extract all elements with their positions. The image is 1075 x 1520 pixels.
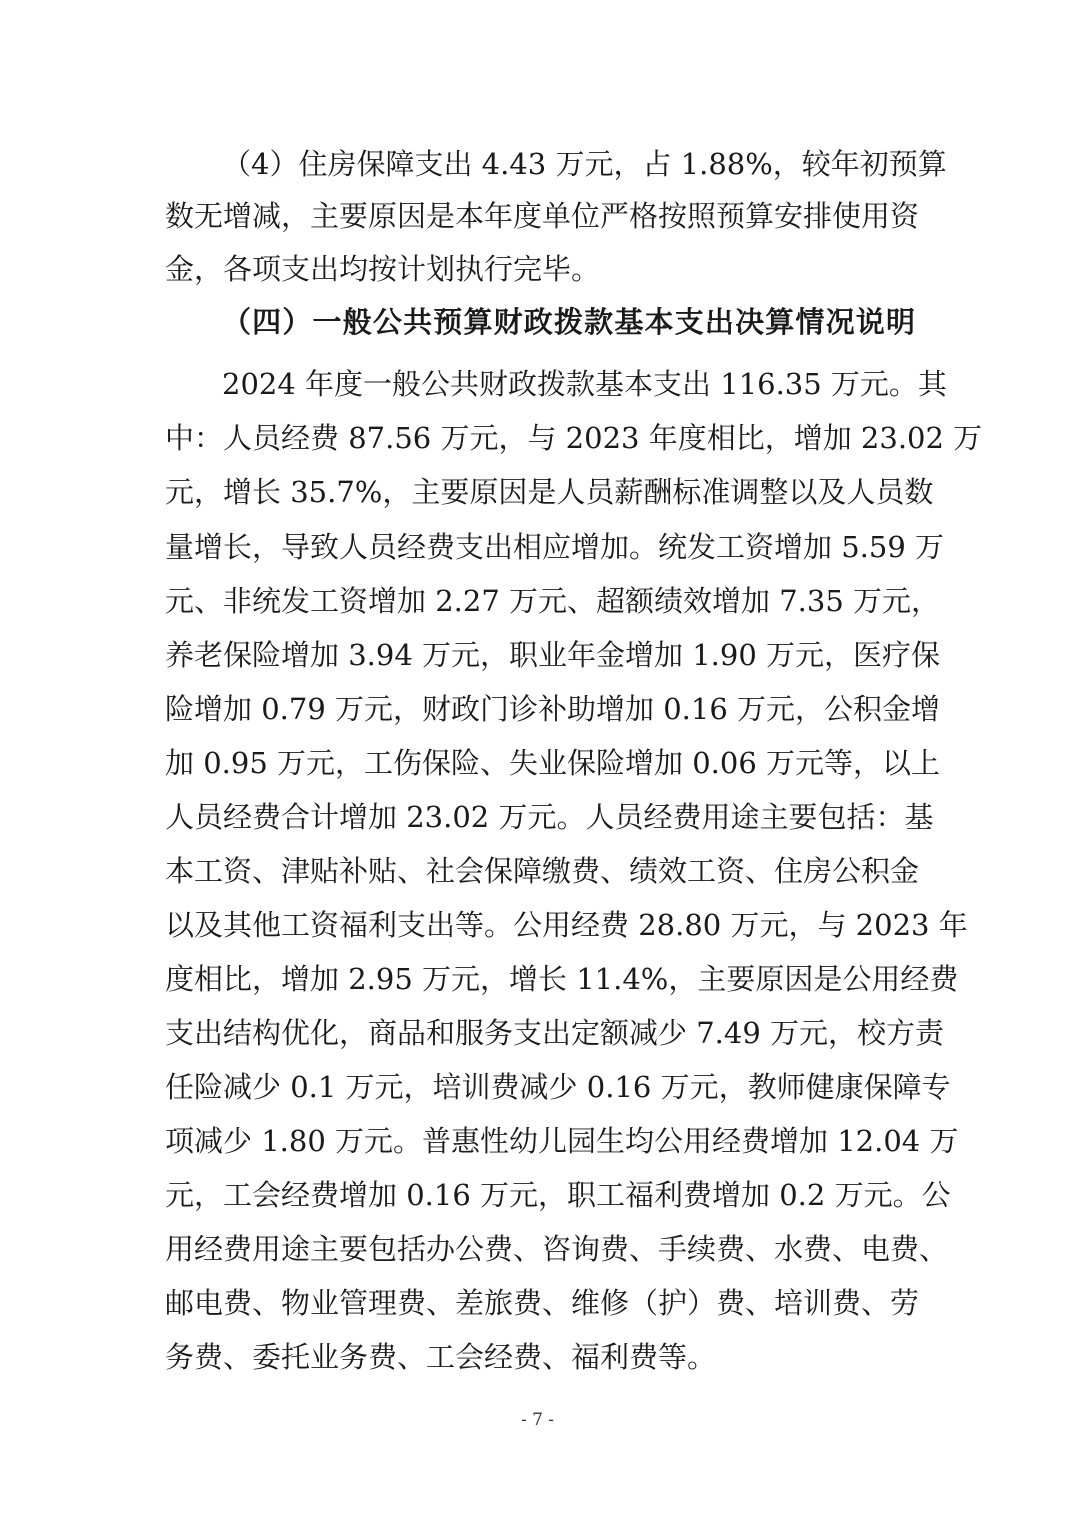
- paragraph-4-line-3: 金，各项支出均按计划执行完毕。: [165, 252, 601, 286]
- main-paragraph-line-14: 任险减少 0.1 万元，培训费减少 0.16 万元，教师健康保障专: [165, 1070, 951, 1104]
- main-paragraph-line-1: 2024 年度一般公共财政拨款基本支出 116.35 万元。其: [222, 367, 947, 401]
- main-paragraph-line-8: 加 0.95 万元，工伤保险、失业保险增加 0.06 万元等，以上: [165, 746, 941, 780]
- main-paragraph-line-13: 支出结构优化，商品和服务支出定额减少 7.49 万元，校方责: [165, 1016, 945, 1050]
- main-paragraph-line-17: 用经费用途主要包括办公费、咨询费、手续费、水费、电费、: [165, 1232, 949, 1266]
- main-paragraph-line-16: 元，工会经费增加 0.16 万元，职工福利费增加 0.2 万元。公: [165, 1178, 951, 1212]
- paragraph-4-line-2: 数无增减，主要原因是本年度单位严格按照预算安排使用资: [165, 199, 920, 233]
- main-paragraph-line-6: 养老保险增加 3.94 万元，职业年金增加 1.90 万元，医疗保: [165, 638, 941, 672]
- main-paragraph-line-11: 以及其他工资福利支出等。公用经费 28.80 万元，与 2023 年: [165, 908, 968, 942]
- main-paragraph-line-7: 险增加 0.79 万元，财政门诊补助增加 0.16 万元，公积金增: [165, 692, 941, 726]
- main-paragraph-line-10: 本工资、津贴补贴、社会保障缴费、绩效工资、住房公积金: [165, 854, 920, 888]
- main-paragraph-line-12: 度相比，增加 2.95 万元，增长 11.4%，主要原因是公用经费: [165, 962, 959, 996]
- main-paragraph-line-5: 元、非统发工资增加 2.27 万元、超额绩效增加 7.35 万元，: [165, 584, 941, 618]
- main-paragraph-line-4: 量增长，导致人员经费支出相应增加。统发工资增加 5.59 万: [165, 530, 945, 564]
- paragraph-4-line-1: （4）住房保障支出 4.43 万元，占 1.88%，较年初预算: [222, 147, 947, 181]
- main-paragraph-line-2: 中：人员经费 87.56 万元，与 2023 年度相比，增加 23.02 万: [165, 421, 983, 455]
- main-paragraph-line-18: 邮电费、物业管理费、差旅费、维修（护）费、培训费、劳: [165, 1286, 920, 1320]
- section-heading: （四）一般公共预算财政拨款基本支出决算情况说明: [222, 305, 915, 339]
- page-number: - 7 -: [520, 1410, 555, 1430]
- main-paragraph-line-19: 务费、委托业务费、工会经费、福利费等。: [165, 1340, 717, 1374]
- main-paragraph-line-15: 项减少 1.80 万元。普惠性幼儿园生均公用经费增加 12.04 万: [165, 1124, 959, 1158]
- main-paragraph-line-3: 元，增长 35.7%，主要原因是人员薪酬标准调整以及人员数: [165, 475, 934, 509]
- main-paragraph-line-9: 人员经费合计增加 23.02 万元。人员经费用途主要包括：基: [165, 800, 934, 834]
